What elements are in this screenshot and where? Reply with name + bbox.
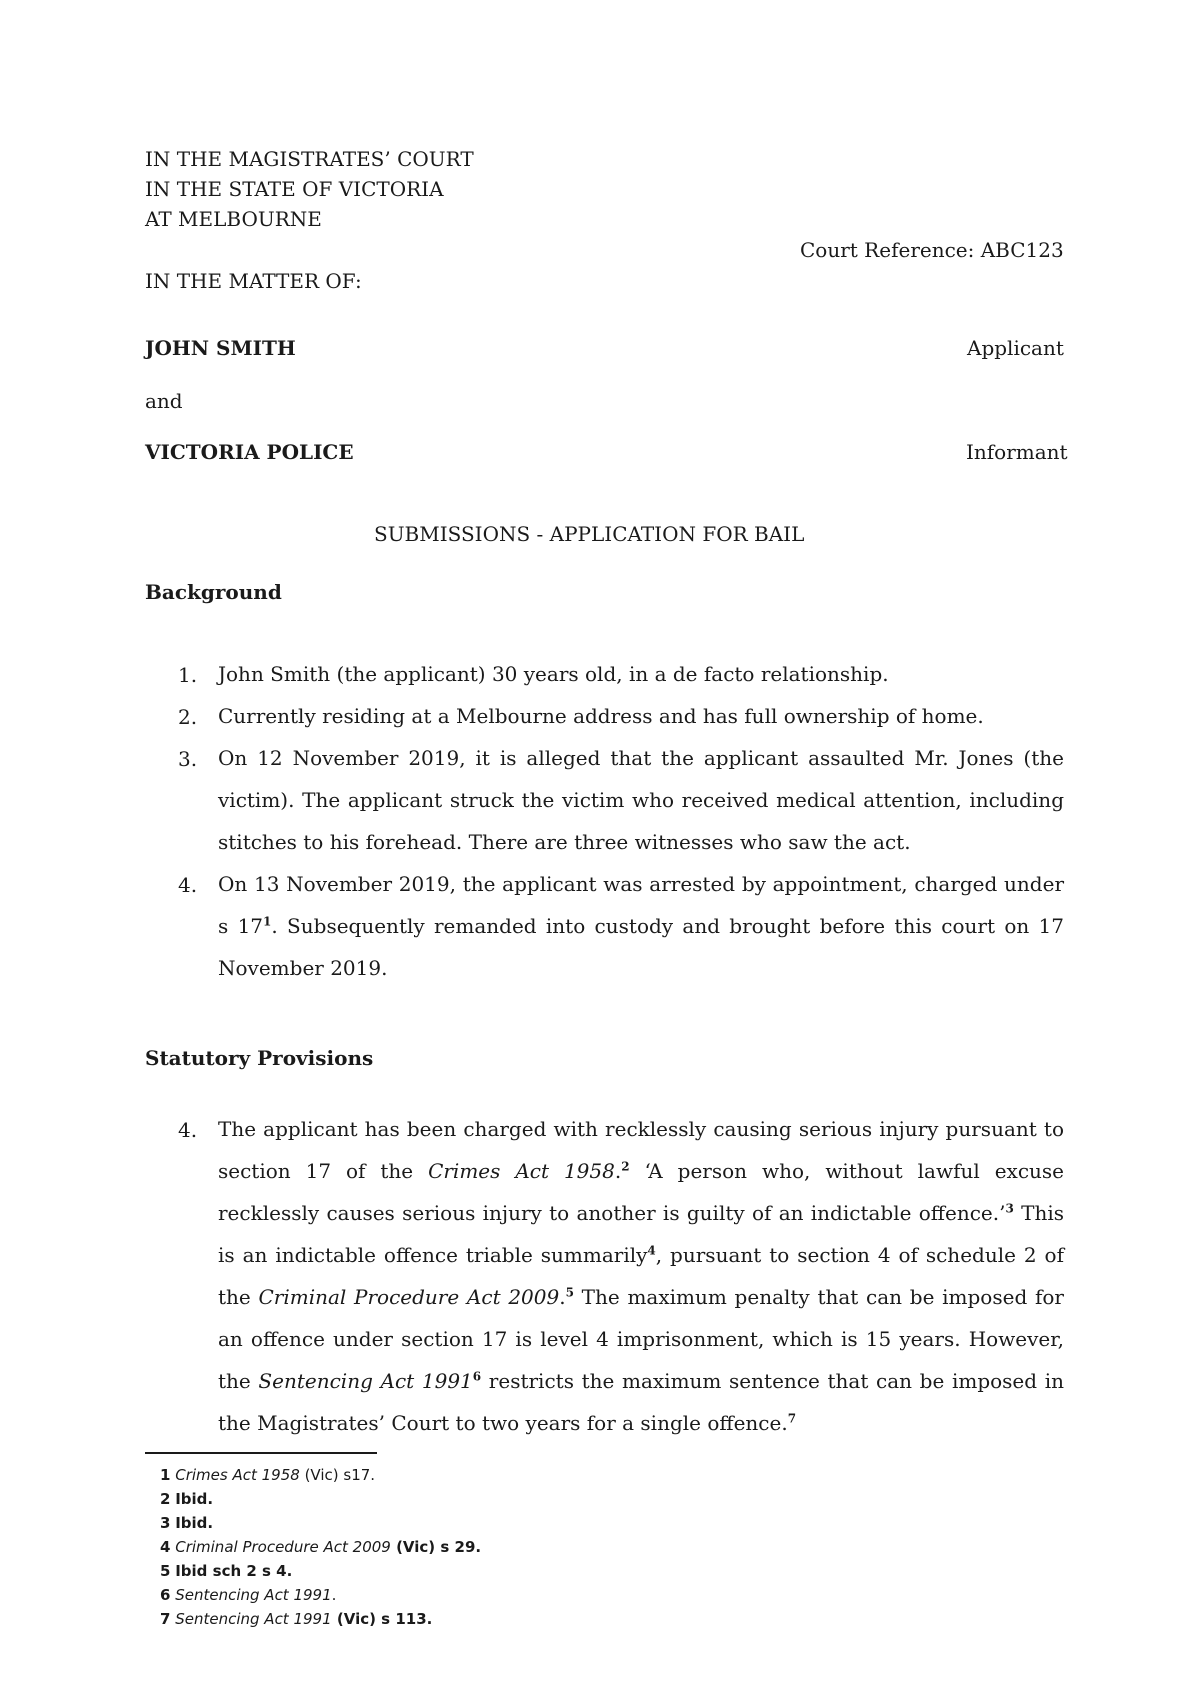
footnote-number: 3 bbox=[160, 1514, 171, 1532]
footnote-ref[interactable]: 3 bbox=[1005, 1201, 1014, 1216]
footnote-number: 2 bbox=[160, 1490, 171, 1508]
para-text: , pursuant to section 4 of schedule 2 of the bbox=[218, 1243, 1064, 1309]
footnote bbox=[160, 1490, 213, 1508]
footnote-text: Ibid. bbox=[175, 1490, 214, 1508]
footnote-text: Ibid sch 2 s 4. bbox=[175, 1562, 293, 1580]
matter-of-label: IN THE MATTER OF: bbox=[145, 269, 362, 293]
list-item: John Smith (the applicant) 30 years old, in a de facto relationship. bbox=[218, 662, 889, 686]
applicant-name: JOHN SMITH bbox=[145, 336, 296, 360]
footnote-citation: Sentencing Act 1991 bbox=[175, 1586, 332, 1604]
footnote-text: (Vic) s 113. bbox=[331, 1610, 433, 1628]
footnote-citation: Crimes Act 1958 bbox=[175, 1466, 300, 1484]
footnote-number: 5 bbox=[160, 1562, 171, 1580]
footnote-divider bbox=[145, 1452, 377, 1454]
footnote-text: (Vic) s 29. bbox=[390, 1538, 482, 1556]
footnote-number: 7 bbox=[160, 1610, 171, 1628]
footnote-ref[interactable]: 2 bbox=[621, 1159, 630, 1174]
list-item: Currently residing at a Melbourne address and has full ownership of home. bbox=[218, 704, 984, 728]
court-reference: Court Reference: ABC123 bbox=[800, 238, 1064, 262]
para-text: The applicant has been charged with recklessly causing serious injury pursuant to section 17 of the bbox=[218, 1117, 1064, 1183]
location-line: AT MELBOURNE bbox=[145, 207, 322, 231]
footnote bbox=[160, 1466, 375, 1484]
footnote bbox=[160, 1586, 336, 1604]
footnote bbox=[160, 1514, 213, 1532]
list-item: On 12 November 2019, it is alleged that the applicant assaulted Mr. Jones (the victim). The applicant struck the victim who received medical attention, including stitches to his forehead. There are three witnesses who saw the act. bbox=[218, 746, 1064, 854]
background-heading: Background bbox=[145, 580, 282, 604]
footnote-text: (Vic) s17. bbox=[299, 1466, 376, 1484]
footnote-citation: Sentencing Act 1991 bbox=[175, 1610, 332, 1628]
list-item-number: 4. bbox=[178, 1118, 198, 1142]
footnote bbox=[160, 1562, 292, 1580]
footnote-ref[interactable]: 4 bbox=[647, 1243, 656, 1258]
informant-name: VICTORIA POLICE bbox=[145, 440, 354, 464]
jurisdiction-line: IN THE STATE OF VICTORIA bbox=[145, 177, 444, 201]
footnote-citation: Criminal Procedure Act 2009 bbox=[175, 1538, 391, 1556]
applicant-role: Applicant bbox=[967, 336, 1064, 360]
list-item-number: 4. bbox=[178, 873, 198, 897]
statutory-heading: Statutory Provisions bbox=[145, 1046, 374, 1070]
list-item-number: 3. bbox=[178, 747, 198, 771]
footnote-ref[interactable]: 6 bbox=[472, 1369, 482, 1384]
quoted-text: ‘A person who, without lawful excuse recklessly causes serious injury to another is guilty of an indictable offence.’ bbox=[218, 1159, 1064, 1225]
footnote-text: Ibid. bbox=[175, 1514, 214, 1532]
act-citation: Crimes Act 1958 bbox=[428, 1159, 615, 1183]
informant-role: Informant bbox=[966, 440, 1068, 464]
para-text: This is an indictable offence triable summarily bbox=[218, 1201, 1064, 1267]
statutory-paragraph: The applicant has been charged with recklessly causing serious injury pursuant to section 17 of the Crimes Act 1958.$^2$ ‘A person who, without lawful excuse recklessly causes serious injury to another is guilty of an indictable offence.’$^3$ This is an indictable offence triable summarily$^4$, pursuant to section 4 of schedule 2 of the Criminal Procedure Act 2009.$^5$ The maximum penalty that can be imposed for an offence under section 17 is level 4 imprisonment, which is 15 years. However, the Sentencing Act 1991$^6$ restricts the maximum sentence that can be imposed in the Magistrates’ Court to two years for a single offence.$^7$ bbox=[218, 1117, 1065, 1435]
list-item-number: 1. bbox=[178, 663, 198, 687]
list-item-number: 2. bbox=[178, 705, 198, 729]
footnote-ref[interactable]: 7 bbox=[787, 1411, 797, 1426]
footnote-number: 1 bbox=[160, 1466, 171, 1484]
act-citation: Sentencing Act 1991 bbox=[258, 1369, 473, 1393]
act-citation: Criminal Procedure Act 2009 bbox=[258, 1285, 560, 1309]
para-text: restricts the maximum sentence that can be imposed in the Magistrates’ Court to two years for a single offence. bbox=[218, 1369, 1065, 1435]
document-title: SUBMISSIONS - APPLICATION FOR BAIL bbox=[374, 522, 805, 546]
footnote bbox=[160, 1538, 481, 1556]
footnote-ref[interactable]: 1 bbox=[263, 914, 272, 929]
footnote-ref[interactable]: 5 bbox=[565, 1285, 574, 1300]
list-item bbox=[218, 863, 1064, 989]
footnote-number: 4 bbox=[160, 1538, 171, 1556]
item-text: On 13 November 2019, the applicant was arrested by appointment, charged under s 17 bbox=[218, 872, 1064, 938]
footnote bbox=[160, 1610, 432, 1628]
item-text: . Subsequently remanded into custody and brought before this court on 17 November 2019. bbox=[218, 914, 1065, 980]
court-name-line: IN THE MAGISTRATES’ COURT bbox=[145, 147, 474, 171]
footnote-number: 6 bbox=[160, 1586, 171, 1604]
conjunction-and: and bbox=[145, 389, 183, 413]
para-text: The maximum penalty that can be imposed for an offence under section 17 is level 4 imprisonment, which is 15 years. However, the bbox=[218, 1285, 1064, 1393]
footnote-text: . bbox=[331, 1586, 337, 1604]
